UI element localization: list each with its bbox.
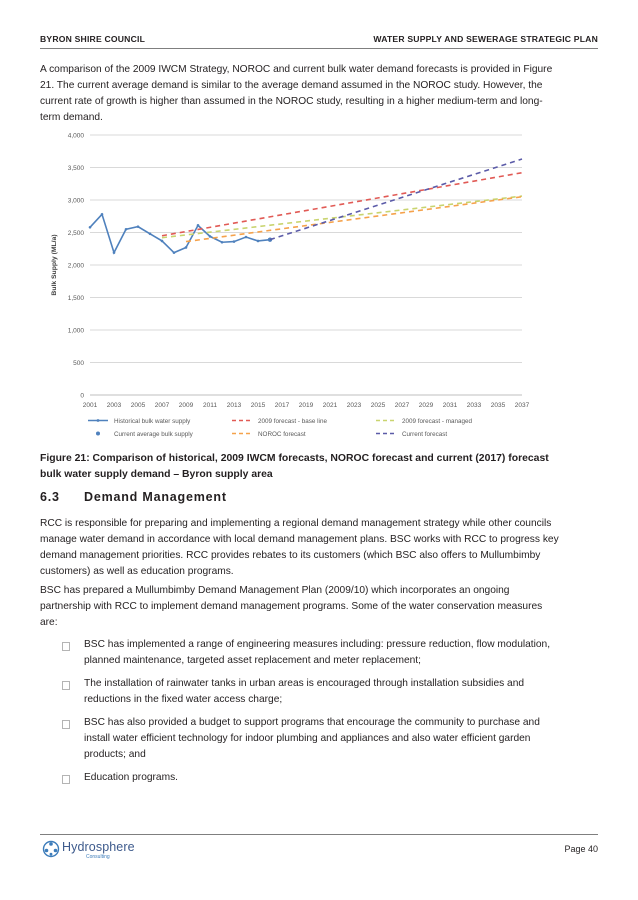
series-point-historical: [113, 251, 116, 254]
x-tick-label: 2035: [490, 402, 506, 409]
logo-wordmark: Hydrosphere: [62, 840, 135, 854]
y-tick-label: 1,500: [67, 295, 84, 302]
measures-list: [62, 637, 552, 793]
series-point-historical: [125, 228, 128, 231]
series-point-historical: [161, 240, 164, 243]
list-item: Education programs.: [62, 770, 552, 786]
header-divider: [40, 48, 598, 49]
y-tick-label: 0: [80, 392, 84, 400]
footer-divider: [40, 834, 598, 835]
x-tick-label: 2025: [370, 402, 386, 409]
series-point-historical: [101, 213, 104, 216]
series-point-historical: [221, 241, 224, 244]
legend-label: Current average bulk supply: [114, 431, 193, 438]
legend-label: NOROC forecast: [258, 431, 306, 438]
x-tick-label: 2005: [130, 402, 146, 409]
section-number: 6.3: [40, 490, 60, 504]
y-axis-title: Bulk Supply (ML/a): [51, 234, 58, 296]
demand-forecast-chart: [44, 126, 544, 448]
x-tick-label: 2001: [82, 402, 98, 409]
hydrosphere-logo-icon: [42, 840, 60, 858]
x-tick-label: 2017: [274, 402, 290, 409]
x-tick-label: 2007: [154, 402, 170, 409]
x-tick-label: 2023: [346, 402, 362, 409]
list-item: The installation of rainwater tanks in urban areas is encouraged through installation subsidies and reductions in the fixed water access charge;: [62, 676, 552, 708]
x-tick-label: 2033: [466, 402, 482, 409]
x-tick-label: 2015: [250, 402, 266, 409]
legend-swatch-marker: [97, 419, 100, 422]
x-tick-label: 2037: [514, 402, 530, 409]
series-point-historical: [257, 240, 260, 243]
hydrosphere-logo: [42, 840, 135, 860]
series-point-historical: [245, 236, 248, 239]
y-tick-label: 3,500: [67, 165, 84, 172]
series-point-historical: [209, 235, 212, 238]
series-point-historical: [149, 233, 152, 236]
section-title: Demand Management: [84, 490, 227, 504]
legend-label: Historical bulk water supply: [114, 418, 191, 425]
y-tick-label: 4,000: [67, 132, 84, 140]
intro-paragraph: A comparison of the 2009 IWCM Strategy, NOROC and current bulk water demand forecasts is provided in Figure 21. The current average demand is similar to the average demand assumed in the NOROC study. However, the current rate of growth is higher than assumed in the NOROC study, resulting in a higher medium-term and long-term demand.: [40, 64, 553, 123]
list-item: BSC has also provided a budget to support programs that encourage the community to purchase and install water efficient technology for indoor plumbing and appliances and also water efficient garden products; and: [62, 715, 552, 763]
y-tick-label: 1,000: [67, 327, 84, 335]
y-tick-label: 3,000: [67, 197, 84, 205]
x-tick-label: 2031: [442, 402, 458, 409]
section-heading: [40, 490, 227, 504]
x-tick-label: 2019: [298, 402, 314, 409]
y-tick-label: 500: [73, 360, 84, 367]
bullet-box-icon: [62, 642, 70, 651]
y-tick-label: 2,500: [67, 230, 84, 237]
page-number: Page 40: [564, 844, 598, 854]
legend-swatch-marker: [96, 432, 100, 436]
figure-caption: Figure 21: Comparison of historical, 2009 IWCM forecasts, NOROC forecast and current (2017) forecast bulk water supply demand – Byron supply area: [40, 453, 549, 480]
bullet-box-icon: [62, 720, 70, 729]
x-tick-label: 2013: [226, 402, 242, 409]
bullet-box-icon: [62, 681, 70, 690]
header-document-title: WATER SUPPLY AND SEWERAGE STRATEGIC PLAN: [373, 34, 598, 44]
logo-subtitle: Consulting: [86, 854, 110, 860]
paragraph-bsc: BSC has prepared a Mullumbimby Demand Management Plan (2009/10) which incorporates an ongoing partnership with RCC to implement demand management programs. Some of the water conservation measures are:: [40, 585, 543, 628]
series-line-forecast: [270, 159, 522, 240]
series-line-forecast: [186, 197, 522, 242]
series-point-historical: [197, 224, 200, 227]
x-tick-label: 2027: [394, 402, 410, 409]
page-header: [40, 34, 598, 48]
series-point-historical: [173, 251, 176, 254]
x-tick-label: 2021: [322, 402, 338, 409]
legend-label: 2009 forecast - managed: [402, 418, 473, 425]
bullet-box-icon: [62, 775, 70, 784]
legend-label: 2009 forecast - base line: [258, 418, 327, 425]
series-line-forecast: [162, 173, 522, 236]
header-organisation: BYRON SHIRE COUNCIL: [40, 34, 146, 44]
series-point-historical: [137, 225, 140, 228]
x-tick-label: 2011: [203, 402, 217, 409]
series-point-historical: [233, 240, 236, 243]
x-tick-label: 2029: [418, 402, 434, 409]
legend-label: Current forecast: [402, 431, 448, 438]
x-tick-label: 2009: [178, 402, 194, 409]
y-tick-label: 2,000: [67, 262, 84, 270]
x-tick-label: 2003: [106, 402, 122, 409]
series-point-historical: [89, 226, 92, 229]
series-point-historical: [185, 246, 188, 249]
paragraph-rcc: RCC is responsible for preparing and implementing a regional demand management strategy while other councils manage water demand in accordance with local demand management plans. BSC works with RCC to progress key demand management priorities. RCC provides rebates to its customers (which BSC also offers to Mullumbimby customers) as well as education programs.: [40, 518, 559, 577]
list-item: BSC has implemented a range of engineering measures including: pressure reduction, flow modulation, planned maintenance, targeted asset replacement and meter replacement;: [62, 637, 552, 669]
